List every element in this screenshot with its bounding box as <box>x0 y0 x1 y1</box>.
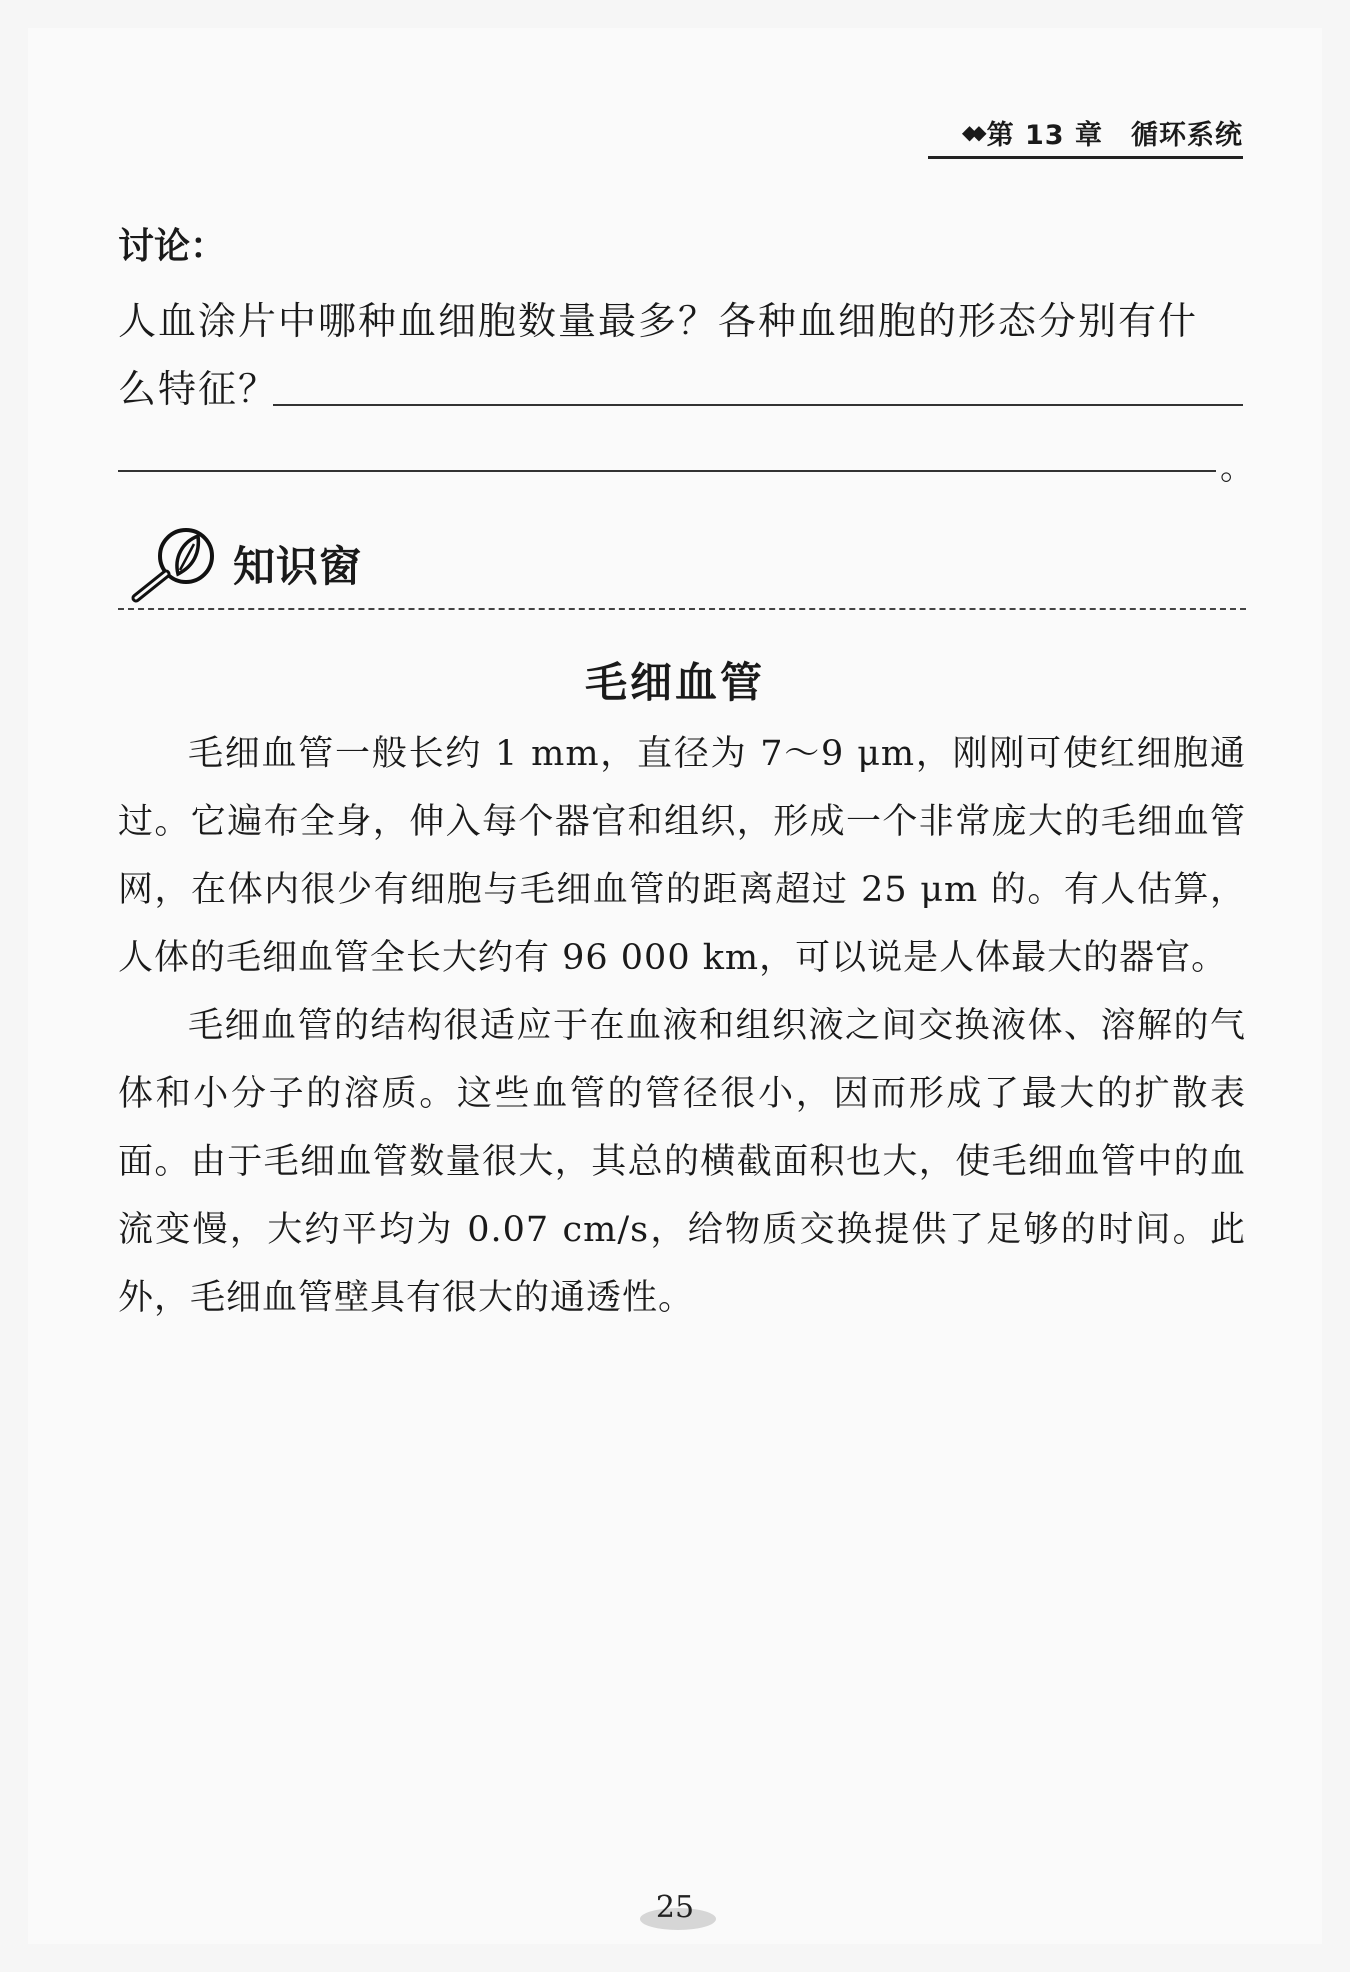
chapter-number: 第 13 章 <box>986 119 1103 151</box>
header-rule <box>928 156 1243 159</box>
answer-end-mark: 。 <box>1220 448 1254 488</box>
article-body <box>118 720 1246 1332</box>
discussion-question-line-2: 么特征？ <box>118 367 279 411</box>
double-diamond-icon: ◆◆ <box>961 120 981 144</box>
article-paragraph-2: 毛细血管的结构很适应于在血液和组织液之间交换液体、溶解的气体和小分子的溶质。这些血管的管径很小，因而形成了最大的扩散表面。由于毛细血管数量很大，其总的横截面积也大，使毛细血管中的血流变慢，大约平均为 0.07 cm/s，给物质交换提供了足够的时间。此外，毛细血管壁具有很大的通透性。 <box>118 1006 1246 1318</box>
discussion-label: 讨论： <box>118 226 227 267</box>
running-header <box>928 110 1243 154</box>
answer-blank-line-1[interactable] <box>273 404 1243 406</box>
page-number: 25 <box>655 1890 695 1925</box>
textbook-page <box>28 28 1322 1944</box>
article-title: 毛细血管 <box>584 658 765 707</box>
knowledge-window-title: 知识窗 <box>233 542 363 591</box>
discussion-question-line-1: 人血涂片中哪种血细胞数量最多？各种血细胞的形态分别有什 <box>118 299 1199 343</box>
chapter-title: 循环系统 <box>1131 119 1243 151</box>
knowledge-window-dashed-rule <box>118 608 1246 610</box>
magnifier-leaf-icon <box>120 518 236 608</box>
article-paragraph-1: 毛细血管一般长约 1 mm，直径为 7～9 μm，刚刚可使红细胞通过。它遍布全身，伸入每个器官和组织，形成一个非常庞大的毛细血管网，在体内很少有细胞与毛细血管的距离超过 25 μm 的。有人估算，人体的毛细血管全长大约有 96 000 km，可以说是人体最大的器官。 <box>118 734 1246 978</box>
answer-blank-line-2[interactable] <box>118 470 1216 472</box>
